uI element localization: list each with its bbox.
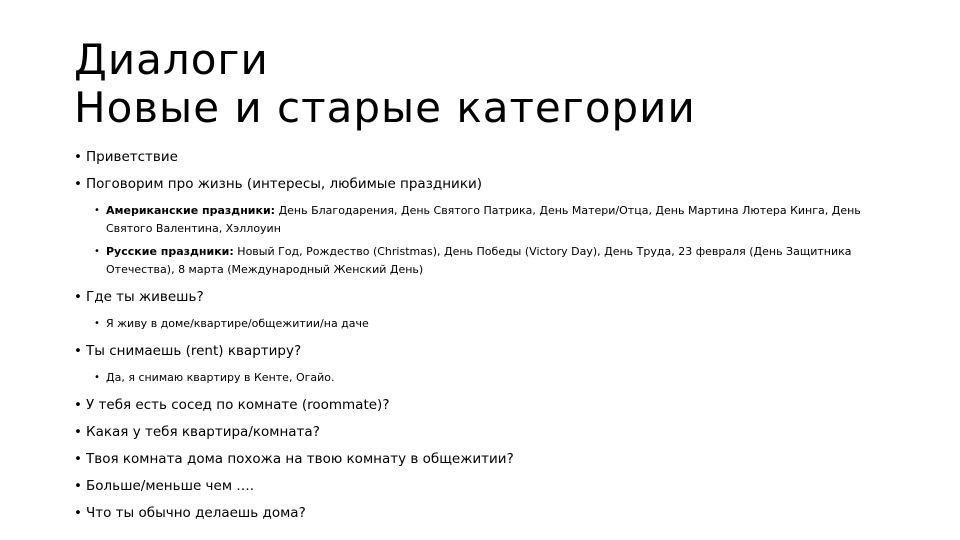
bullet-item: • Поговорим про жизнь (интересы, любимые праздники) [74,175,904,193]
bullet-item: • У тебя есть сосед по комнате (roommate)? [74,396,904,414]
bullet-item: • Что ты обычно делаешь дома? [74,504,904,522]
sub-bullet-text: Новый Год, Рождество (Christmas), День Победы (Victory Day), День Труда, 23 февраля (День Защитника Отечества), 8 марта (Международный Женский День) [106,245,852,276]
title-line-1: Диалоги [74,35,269,84]
bullet-item: • Где ты живешь? [74,288,904,306]
sub-bullet-item: • Я живу в доме/квартире/общежитии/на даче [94,315,904,333]
bullet-item: • Приветствие [74,148,904,166]
slide-title [74,36,696,132]
sub-bullet-item [94,243,904,279]
bullet-item: • Твоя комната дома похожа на твою комнату в общежитии? [74,450,904,468]
bullet-item: • Ты снимаешь (rent) квартиру? [74,342,904,360]
sub-bullet-bold-label: Русские праздники: [106,245,234,258]
bullet-item: • Больше/меньше чем …. [74,477,904,495]
sub-bullet-text: День Благодарения, День Святого Патрика, День Матери/Отца, День Мартина Лютера Кинга, День Святого Валентина, Хэллоуин [106,204,861,235]
sub-bullet-item: • Да, я снимаю квартиру в Кенте, Огайо. [94,369,904,387]
title-line-2: Новые и старые категории [74,83,696,132]
bullet-item: • Какая у тебя квартира/комната? [74,423,904,441]
bullet-list [74,148,904,531]
sub-bullet-item [94,202,904,238]
sub-bullet-bold-label: Американские праздники: [106,204,276,217]
